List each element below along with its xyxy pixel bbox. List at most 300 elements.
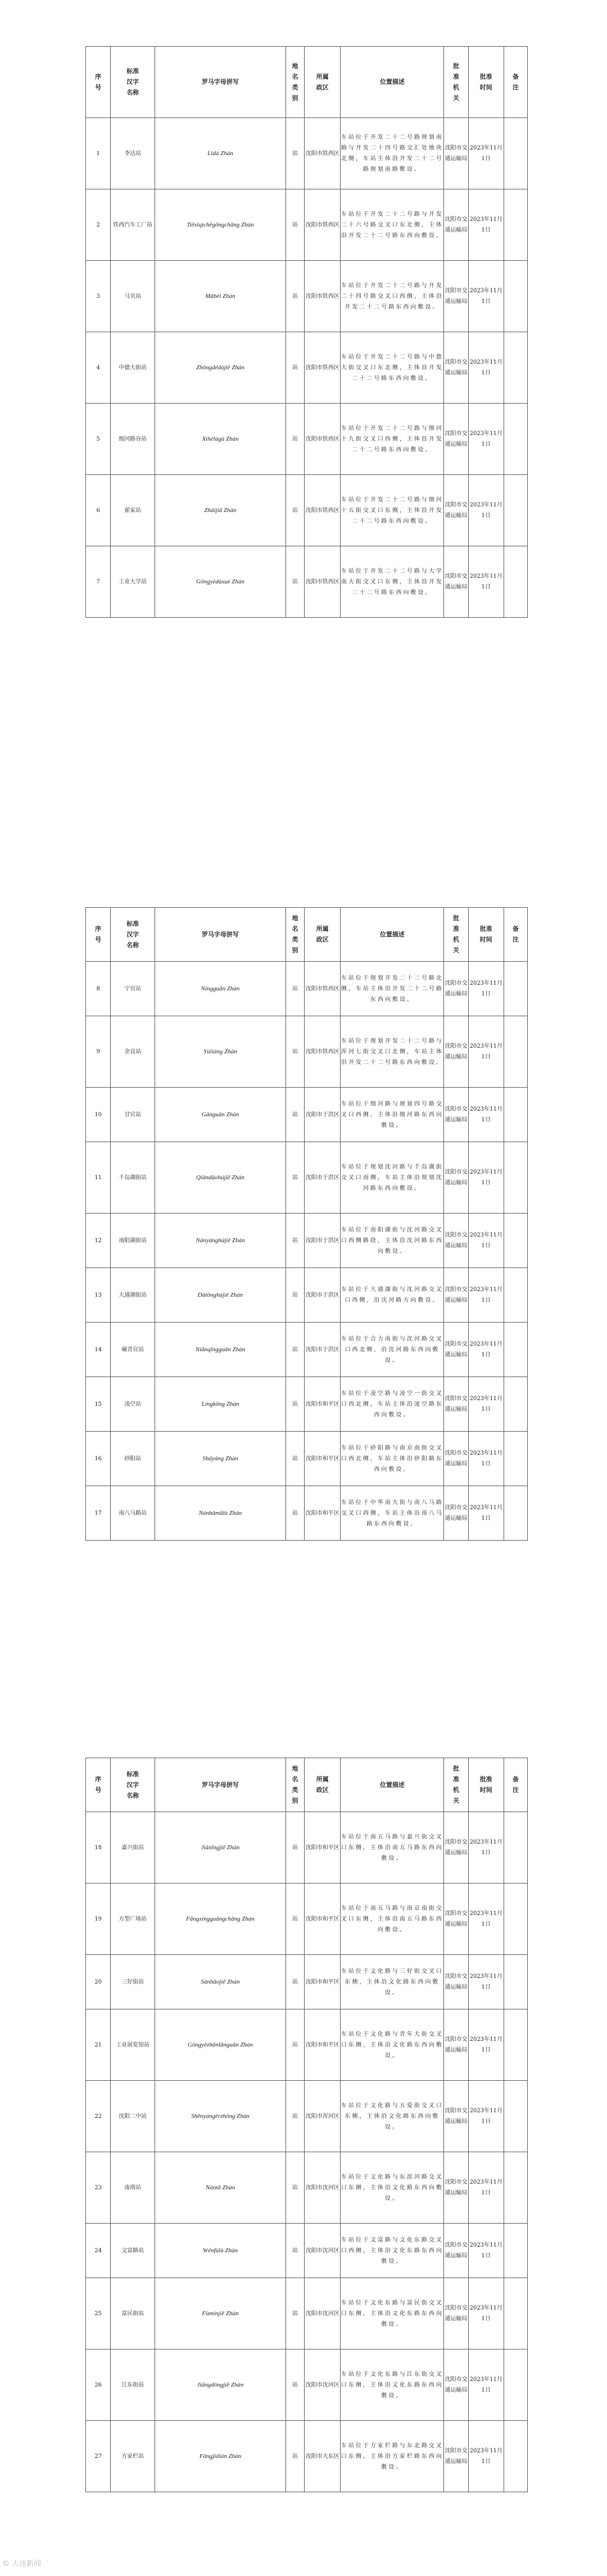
cell-remark <box>504 475 527 546</box>
cell-position: 车站位于开发二十二号路与开发二十六号路交叉口东北侧，主体沿开发二十二号路东西向敷设。 <box>341 189 444 261</box>
cell-district: 沈阳市铁西区 <box>305 332 341 404</box>
cell-time: 2023年11月1日 <box>468 1214 504 1268</box>
header-label: 批准机关 <box>453 1765 460 1804</box>
cell-category: 站 <box>286 1812 304 1884</box>
cell-position: 车站位于规划沈河路与千岛湖街交叉口南侧，车站主体沿规划沈河路东西向敷设。 <box>341 1142 444 1214</box>
cell-remark <box>504 1432 527 1486</box>
cell-org: 沈阳市交通运输局 <box>444 2009 468 2081</box>
table-row <box>86 1268 528 1323</box>
cell-time: 2023年11月1日 <box>468 189 504 261</box>
cell-roman: Jiāxīngjiē Zhàn <box>155 1812 286 1884</box>
cell-time: 2023年11月1日 <box>468 1377 504 1432</box>
cell-remark <box>504 1016 527 1088</box>
table-row <box>86 2009 528 2081</box>
cell-name: 宁官站 <box>111 962 155 1016</box>
cell-position: 车站位于凌空路与凌空一街交叉口西北侧，车站主体沿凌空路东西向敷设。 <box>341 1377 444 1432</box>
cell-category: 站 <box>286 189 304 261</box>
table-row <box>86 962 528 1016</box>
cell-roman: Wénfùlù Zhàn <box>155 2224 286 2278</box>
cell-category: 站 <box>286 962 304 1016</box>
cell-org: 沈阳市交通运输局 <box>444 261 468 332</box>
cell-time: 2023年11月1日 <box>468 962 504 1016</box>
header-label: 序号 <box>95 1776 102 1794</box>
cell-org: 沈阳市交通运输局 <box>444 475 468 546</box>
cell-remark <box>504 404 527 475</box>
cell-district: 沈阳市和平区 <box>305 2009 341 2081</box>
cell-no: 2 <box>86 189 111 261</box>
cell-district: 沈阳市铁西区 <box>305 962 341 1016</box>
cell-roman: Dàtōnghújiē Zhàn <box>155 1268 286 1323</box>
header-label: 批准时间 <box>479 73 492 91</box>
cell-no: 25 <box>86 2278 111 2349</box>
cell-position: 车站位于开发二十二号路与细河十九街交叉口西侧，主体沿开发二十二号路东西向敷设。 <box>341 404 444 475</box>
cell-category: 站 <box>286 118 304 189</box>
cell-no: 8 <box>86 962 111 1016</box>
table-row <box>86 1884 528 1955</box>
cell-no: 12 <box>86 1214 111 1268</box>
cell-position: 车站位于开发二十二号路与大学南大街交叉口东侧，主体沿开发二十二号路东西向敷设。 <box>341 546 444 618</box>
cell-roman: Yúliáng Zhàn <box>155 1016 286 1088</box>
cell-remark <box>504 1323 527 1377</box>
table-page-1 <box>85 46 528 618</box>
table-header-row <box>86 908 528 962</box>
cell-district: 沈阳市和平区 <box>305 1377 341 1432</box>
header-name <box>111 1758 155 1812</box>
header-category <box>286 908 304 962</box>
cell-position: 车站位于文化路与三好街交叉口东侧，主体沿文化路东西向敷设。 <box>341 1955 444 2009</box>
cell-time: 2023年11月1日 <box>468 2421 504 2492</box>
cell-roman: Nányánghújiē Zhàn <box>155 1214 286 1268</box>
cell-time: 2023年11月1日 <box>468 1142 504 1214</box>
cell-time: 2023年11月1日 <box>468 1955 504 2009</box>
header-name <box>111 908 155 962</box>
cell-roman: Gōngyèdàxué Zhàn <box>155 546 286 618</box>
cell-position: 车站位于开发二十二号路规划南路与开发二十四号路交汇处地块北侧，车站主体沿开发二十二号路规划南路敷设。 <box>341 118 444 189</box>
cell-position: 车站位于南阳湖街与沈河路交叉口西侧路段，主体沿沈河路东西向敷设。 <box>341 1214 444 1268</box>
cell-org: 沈阳市交通运输局 <box>444 2152 468 2224</box>
cell-roman: Niǎnqīngguān Zhàn <box>155 1323 286 1377</box>
cell-no: 9 <box>86 1016 111 1088</box>
cell-name: 工业展览馆站 <box>111 2009 155 2081</box>
cell-org: 沈阳市交通运输局 <box>444 1955 468 2009</box>
cell-position: 车站位于文化东路与富民街交叉口东侧，主体沿文化东路东西向敷设。 <box>341 2278 444 2349</box>
cell-name: 翟家站 <box>111 475 155 546</box>
header-position <box>341 1758 444 1812</box>
header-remark <box>504 47 527 118</box>
cell-position: 车站位于合力南街与沈河路交叉口西北侧，沿沈河路东西向敷设。 <box>341 1323 444 1377</box>
cell-no: 10 <box>86 1088 111 1142</box>
header-label: 标准汉字名称 <box>126 920 139 949</box>
cell-position: 车站位于南五马路与嘉兴街交叉口东侧，主体沿南五马路东西向敷设。 <box>341 1812 444 1884</box>
cell-org: 沈阳市交通运输局 <box>444 546 468 618</box>
table-row <box>86 2278 528 2349</box>
header-label: 标准汉字名称 <box>126 67 139 96</box>
cell-no: 6 <box>86 475 111 546</box>
cell-position: 车站位于中华南大街与南八马路交叉口西侧，车站主体沿南八马路东西向敷设。 <box>341 1486 444 1541</box>
cell-org: 沈阳市交通运输局 <box>444 1088 468 1142</box>
cell-district: 沈阳市和平区 <box>305 1432 341 1486</box>
cell-category: 站 <box>286 2009 304 2081</box>
header-no <box>86 47 111 118</box>
cell-name: 南八马路站 <box>111 1486 155 1541</box>
cell-time: 2023年11月1日 <box>468 2009 504 2081</box>
cell-time: 2023年11月1日 <box>468 404 504 475</box>
cell-remark <box>504 1955 527 2009</box>
cell-remark <box>504 261 527 332</box>
cell-name: 文富路站 <box>111 2224 155 2278</box>
cell-position: 车站位于文富路与文化东路交叉口西侧，主体沿文化东路东西向敷设。 <box>341 2224 444 2278</box>
cell-time: 2023年11月1日 <box>468 2349 504 2421</box>
header-label: 地名类别 <box>292 914 298 954</box>
cell-position: 车站位于开发二十二号路与开发二十四号路交叉口西侧，主体沿开发二十二号路东西向敷设。 <box>341 261 444 332</box>
cell-category: 站 <box>286 1016 304 1088</box>
cell-district: 沈阳市于洪区 <box>305 1214 341 1268</box>
cell-remark <box>504 2081 527 2152</box>
watermark: © 大连新闻 <box>2 2560 42 2568</box>
cell-roman: Gōngyèzhǎnlǎnguǎn Zhàn <box>155 2009 286 2081</box>
cell-org: 沈阳市交通运输局 <box>444 1812 468 1884</box>
header-label: 罗马字母拼写 <box>201 930 239 938</box>
cell-remark <box>504 189 527 261</box>
header-time <box>468 47 504 118</box>
cell-time: 2023年11月1日 <box>468 118 504 189</box>
table-row <box>86 2349 528 2421</box>
cell-org: 沈阳市交通运输局 <box>444 118 468 189</box>
cell-name: 凌空站 <box>111 1377 155 1432</box>
header-position <box>341 908 444 962</box>
cell-district: 沈阳市浑河区 <box>305 2081 341 2152</box>
header-label: 地名类别 <box>292 62 298 102</box>
cell-name: 砂阳站 <box>111 1432 155 1486</box>
cell-name: 江东街站 <box>111 2349 155 2421</box>
cell-remark <box>504 1268 527 1323</box>
header-label: 批准机关 <box>453 914 460 954</box>
cell-name: 方家栏站 <box>111 2421 155 2492</box>
cell-remark <box>504 1214 527 1268</box>
cell-remark <box>504 1884 527 1955</box>
table-row <box>86 2152 528 2224</box>
header-no <box>86 1758 111 1812</box>
cell-category: 站 <box>286 2278 304 2349</box>
table-row <box>86 1432 528 1486</box>
cell-name: 细河路谷站 <box>111 404 155 475</box>
cell-roman: Gānguān Zhàn <box>155 1088 286 1142</box>
header-label: 地名类别 <box>292 1765 298 1804</box>
cell-roman: Fāngjiālán Zhàn <box>155 2421 286 2492</box>
cell-no: 22 <box>86 2081 111 2152</box>
cell-position: 车站位于文化路与青年大街交叉口东侧，主体沿文化路东西向敷设。 <box>341 2009 444 2081</box>
cell-org: 沈阳市交通运输局 <box>444 1142 468 1214</box>
header-label: 批准时间 <box>479 1776 492 1794</box>
cell-no: 26 <box>86 2349 111 2421</box>
table-row <box>86 1088 528 1142</box>
cell-roman: Língkōng Zhàn <box>155 1377 286 1432</box>
cell-time: 2023年11月1日 <box>468 332 504 404</box>
cell-no: 17 <box>86 1486 111 1541</box>
cell-no: 23 <box>86 2152 111 2224</box>
cell-name: 李达站 <box>111 118 155 189</box>
cell-name: 碾青官站 <box>111 1323 155 1377</box>
header-label: 批准机关 <box>453 62 460 102</box>
cell-remark <box>504 1142 527 1214</box>
cell-no: 13 <box>86 1268 111 1323</box>
cell-org: 沈阳市交通运输局 <box>444 1486 468 1541</box>
cell-district: 沈阳市于洪区 <box>305 1323 341 1377</box>
cell-no: 19 <box>86 1884 111 1955</box>
cell-remark <box>504 118 527 189</box>
cell-org: 沈阳市交通运输局 <box>444 189 468 261</box>
cell-org: 沈阳市交通运输局 <box>444 2224 468 2278</box>
cell-position: 车站位于文化路与东滨河路交叉口东侧，主体沿文化路东西向敷设。 <box>341 2152 444 2224</box>
cell-roman: Nántǎ Zhàn <box>155 2152 286 2224</box>
header-org <box>444 1758 468 1812</box>
cell-no: 1 <box>86 118 111 189</box>
cell-category: 站 <box>286 1214 304 1268</box>
cell-roman: Shāyáng Zhàn <box>155 1432 286 1486</box>
cell-position: 车站位于文化东路与江东街交叉口东侧，主体沿文化东路东西向敷设。 <box>341 2349 444 2421</box>
cell-org: 沈阳市交通运输局 <box>444 404 468 475</box>
cell-category: 站 <box>286 2224 304 2278</box>
table-header-row <box>86 1758 528 1812</box>
table-row <box>86 1955 528 2009</box>
cell-remark <box>504 2009 527 2081</box>
cell-district: 沈阳市大东区 <box>305 2421 341 2492</box>
cell-time: 2023年11月1日 <box>468 261 504 332</box>
header-label: 备注 <box>512 1776 519 1794</box>
cell-remark <box>504 546 527 618</box>
cell-name: 千岛湖街站 <box>111 1142 155 1214</box>
header-name <box>111 47 155 118</box>
cell-remark <box>504 1812 527 1884</box>
cell-district: 沈阳市铁西区 <box>305 475 341 546</box>
header-label: 所属政区 <box>316 73 329 91</box>
cell-time: 2023年11月1日 <box>468 2152 504 2224</box>
cell-roman: Jiāngdōngjiē Zhàn <box>155 2349 286 2421</box>
cell-no: 18 <box>86 1812 111 1884</box>
header-label: 位置描述 <box>379 78 405 85</box>
cell-time: 2023年11月1日 <box>468 1088 504 1142</box>
cell-district: 沈阳市于洪区 <box>305 1088 341 1142</box>
cell-position: 车站位于大通湖街与沈河路交叉口西侧，沿沈河路方向敷设。 <box>341 1268 444 1323</box>
cell-org: 沈阳市交通运输局 <box>444 1884 468 1955</box>
cell-remark <box>504 1377 527 1432</box>
cell-name: 方型广场站 <box>111 1884 155 1955</box>
cell-no: 4 <box>86 332 111 404</box>
cell-no: 24 <box>86 2224 111 2278</box>
header-category <box>286 1758 304 1812</box>
cell-time: 2023年11月1日 <box>468 1486 504 1541</box>
table-row <box>86 1142 528 1214</box>
cell-no: 15 <box>86 1377 111 1432</box>
cell-category: 站 <box>286 2421 304 2492</box>
cell-category: 站 <box>286 1142 304 1214</box>
header-label: 罗马字母拼写 <box>201 1781 239 1789</box>
cell-no: 7 <box>86 546 111 618</box>
cell-roman: Zháijiā Zhàn <box>155 475 286 546</box>
cell-org: 沈阳市交通运输局 <box>444 332 468 404</box>
cell-position: 车站位于开发二十二号路与中德大街交叉口东北侧，主体沿开发二十二号路东西向敷设。 <box>341 332 444 404</box>
cell-category: 站 <box>286 1323 304 1377</box>
header-label: 备注 <box>512 925 519 943</box>
header-label: 位置描述 <box>379 930 405 938</box>
cell-name: 余良站 <box>111 1016 155 1088</box>
cell-category: 站 <box>286 1268 304 1323</box>
cell-org: 沈阳市交通运输局 <box>444 2081 468 2152</box>
header-org <box>444 47 468 118</box>
cell-org: 沈阳市交通运输局 <box>444 2278 468 2349</box>
cell-position: 车站位于规划开发二十二号路与浑河七街交叉口北侧，车站主体沿开发二十二号路东西向敷设。 <box>341 1016 444 1088</box>
cell-category: 站 <box>286 261 304 332</box>
header-remark <box>504 908 527 962</box>
cell-district: 沈阳市铁西区 <box>305 189 341 261</box>
header-label: 位置描述 <box>379 1781 405 1789</box>
cell-time: 2023年11月1日 <box>468 2224 504 2278</box>
header-label: 罗马字母拼写 <box>201 78 239 85</box>
cell-name: 中德大街站 <box>111 332 155 404</box>
cell-name: 三好街站 <box>111 1955 155 2009</box>
cell-no: 5 <box>86 404 111 475</box>
cell-roman: Nánbāmǎlù Zhàn <box>155 1486 286 1541</box>
header-category <box>286 47 304 118</box>
cell-org: 沈阳市交通运输局 <box>444 1377 468 1432</box>
header-label: 所属政区 <box>316 925 329 943</box>
cell-time: 2023年11月1日 <box>468 1268 504 1323</box>
cell-remark <box>504 962 527 1016</box>
cell-position: 车站位于细河路与规划四号路交叉口西侧，主体沿细河路东西向敷设。 <box>341 1088 444 1142</box>
table-row <box>86 1486 528 1541</box>
table-row <box>86 189 528 261</box>
table-row <box>86 1214 528 1268</box>
cell-roman: Lǐdá Zhàn <box>155 118 286 189</box>
header-roman <box>155 908 286 962</box>
header-district <box>305 47 341 118</box>
cell-org: 沈阳市交通运输局 <box>444 1323 468 1377</box>
cell-category: 站 <box>286 1884 304 1955</box>
cell-district: 沈阳市铁西区 <box>305 118 341 189</box>
table-row <box>86 1377 528 1432</box>
cell-district: 沈阳市和平区 <box>305 1884 341 1955</box>
table-row <box>86 546 528 618</box>
station-table-1 <box>85 46 528 618</box>
cell-category: 站 <box>286 2081 304 2152</box>
table-row <box>86 1016 528 1088</box>
cell-position: 车站位于南五马路与南京南街交叉口东侧，主体沿南五马路东西向敷设。 <box>341 1884 444 1955</box>
table-page-3 <box>85 1758 528 2492</box>
header-no <box>86 908 111 962</box>
table-row <box>86 261 528 332</box>
cell-no: 14 <box>86 1323 111 1377</box>
cell-time: 2023年11月1日 <box>468 1884 504 1955</box>
cell-roman: Shěnyángèrzhōng Zhàn <box>155 2081 286 2152</box>
cell-roman: Mǎbèi Zhàn <box>155 261 286 332</box>
cell-category: 站 <box>286 1088 304 1142</box>
cell-roman: Sānhǎojiē Zhàn <box>155 1955 286 2009</box>
table-row <box>86 2421 528 2492</box>
cell-name: 南塔站 <box>111 2152 155 2224</box>
header-roman <box>155 1758 286 1812</box>
cell-position: 车站位于规划开发二十二号路北侧，车站主体沿开发二十二号路东西向敷设。 <box>341 962 444 1016</box>
cell-org: 沈阳市交通运输局 <box>444 2349 468 2421</box>
cell-district: 沈阳市于洪区 <box>305 1142 341 1214</box>
cell-district: 沈阳市和平区 <box>305 1486 341 1541</box>
cell-time: 2023年11月1日 <box>468 2278 504 2349</box>
cell-org: 沈阳市交通运输局 <box>444 2421 468 2492</box>
cell-remark <box>504 1486 527 1541</box>
cell-name: 富民街站 <box>111 2278 155 2349</box>
header-org <box>444 908 468 962</box>
cell-district: 沈阳市铁西区 <box>305 1016 341 1088</box>
header-label: 序号 <box>95 73 102 91</box>
cell-name: 工业大学站 <box>111 546 155 618</box>
cell-category: 站 <box>286 1955 304 2009</box>
cell-district: 沈阳市和平区 <box>305 1955 341 2009</box>
station-table-3 <box>85 1758 528 2492</box>
cell-no: 16 <box>86 1432 111 1486</box>
cell-remark <box>504 1088 527 1142</box>
header-remark <box>504 1758 527 1812</box>
header-roman <box>155 47 286 118</box>
cell-time: 2023年11月1日 <box>468 2081 504 2152</box>
cell-district: 沈阳市铁西区 <box>305 404 341 475</box>
cell-org: 沈阳市交通运输局 <box>444 1214 468 1268</box>
cell-no: 27 <box>86 2421 111 2492</box>
cell-roman: Níngguān Zhàn <box>155 962 286 1016</box>
cell-remark <box>504 2349 527 2421</box>
table-row <box>86 475 528 546</box>
cell-time: 2023年11月1日 <box>468 1812 504 1884</box>
header-label: 所属政区 <box>316 1776 329 1794</box>
cell-time: 2023年11月1日 <box>468 546 504 618</box>
cell-org: 沈阳市交通运输局 <box>444 1016 468 1088</box>
cell-name: 南阳湖街站 <box>111 1214 155 1268</box>
cell-category: 站 <box>286 546 304 618</box>
cell-category: 站 <box>286 404 304 475</box>
cell-remark <box>504 2152 527 2224</box>
cell-roman: Tiěxīqìchēgōngchǎng Zhàn <box>155 189 286 261</box>
table-row <box>86 404 528 475</box>
cell-district: 沈阳市沈河区 <box>305 2224 341 2278</box>
cell-remark <box>504 332 527 404</box>
cell-no: 20 <box>86 1955 111 2009</box>
cell-position: 车站位于开发二十二号路与细河十五街交叉口东侧，主体沿开发二十二号路东西向敷设。 <box>341 475 444 546</box>
cell-category: 站 <box>286 1486 304 1541</box>
cell-name: 沈阳二中站 <box>111 2081 155 2152</box>
cell-position: 车站位于方家栏路与东北路交叉口东侧，主体沿方家栏路东西向敷设。 <box>341 2421 444 2492</box>
cell-name: 铁西汽车工厂站 <box>111 189 155 261</box>
cell-roman: Qiāndǎohújiē Zhàn <box>155 1142 286 1214</box>
cell-category: 站 <box>286 332 304 404</box>
cell-category: 站 <box>286 1432 304 1486</box>
cell-remark <box>504 2421 527 2492</box>
table-row <box>86 118 528 189</box>
cell-remark <box>504 2278 527 2349</box>
table-row <box>86 2081 528 2152</box>
table-row <box>86 1812 528 1884</box>
cell-district: 沈阳市沈河区 <box>305 2278 341 2349</box>
cell-roman: Xìhélùgǔ Zhàn <box>155 404 286 475</box>
table-page-2 <box>85 907 528 1541</box>
header-district <box>305 1758 341 1812</box>
table-header-row <box>86 47 528 118</box>
cell-category: 站 <box>286 2152 304 2224</box>
cell-roman: Zhōngdédàjiē Zhàn <box>155 332 286 404</box>
cell-org: 沈阳市交通运输局 <box>444 1268 468 1323</box>
table-row <box>86 2224 528 2278</box>
cell-no: 11 <box>86 1142 111 1214</box>
cell-org: 沈阳市交通运输局 <box>444 962 468 1016</box>
header-label: 批准时间 <box>479 925 492 943</box>
header-district <box>305 908 341 962</box>
